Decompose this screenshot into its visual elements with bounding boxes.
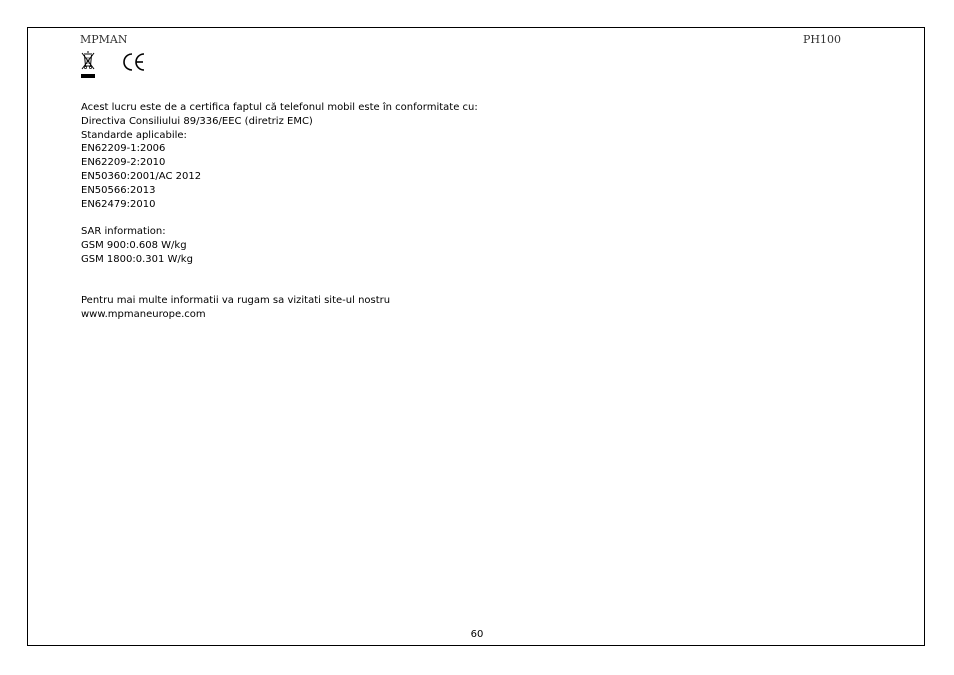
sar-heading: SAR information:: [81, 226, 166, 238]
standard-line: EN50566:2013: [81, 184, 156, 196]
sar-value: GSM 900:0.608 W/kg: [81, 239, 187, 251]
declaration-line: Acest lucru este de a certifica faptul că telefonul mobil este în conformitate cu:: [81, 102, 478, 113]
standard-line: EN62209-2:2010: [81, 157, 166, 169]
model-label: PH100: [803, 33, 841, 46]
weee-crossed-bin-icon: [80, 51, 96, 79]
declaration-line: Standarde aplicabile:: [81, 129, 187, 141]
ce-mark-icon: [121, 51, 147, 73]
standard-line: EN50360:2001/AC 2012: [81, 170, 202, 182]
more-info-text: Pentru mai multe informatii va rugam sa vizitati site-ul nostru: [81, 295, 391, 307]
website-link[interactable]: www.mpmaneurope.com: [81, 308, 206, 320]
declaration-line: Directiva Consiliului 89/336/EEC (diretriz EMC): [81, 115, 313, 127]
sar-value: GSM 1800:0.301 W/kg: [81, 253, 193, 265]
standard-line: EN62479:2010: [81, 198, 156, 210]
declaration-text: [81, 101, 781, 322]
standard-line: EN62209-1:2006: [81, 143, 166, 155]
brand-label: MPMAN: [80, 33, 128, 46]
page-number: 60: [470, 629, 484, 640]
